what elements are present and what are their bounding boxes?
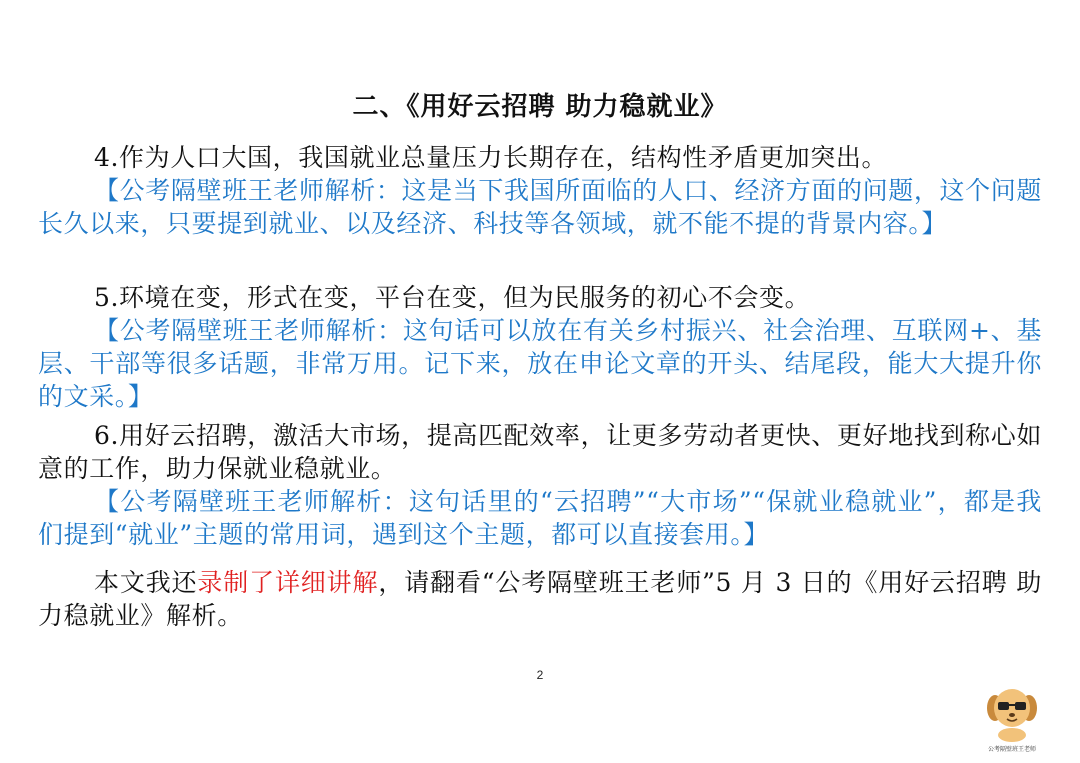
item-4 [38,141,1042,240]
cartoon-dog-with-glasses-icon [982,680,1042,742]
page-number: 2 [536,668,544,682]
closing-text [38,566,1042,632]
closing-paragraph [38,566,1042,632]
item-5-text: 5.环境在变，形式在变，平台在变，但为民服务的初心不会变。 [94,283,811,312]
item-6-note: 【公考隔壁班王老师解析：这句话里的“云招聘”“大市场”“保就业稳就业”，都是我们提到“就业”主题的常用词，遇到这个主题，都可以直接套用。】 [38,487,1042,549]
item-4-note: 【公考隔壁班王老师解析：这是当下我国所面临的人口、经济方面的问题，这个问题长久以来，只要提到就业、以及经济、科技等各领域，就不能不提的背景内容。】 [38,176,1042,238]
item-6-text: 6.用好云招聘，激活大市场，提高匹配效率，让更多劳动者更快、更好地找到称心如意的工作，助力保就业稳就业。 [38,421,1042,483]
closing-before: 本文我还 [94,568,198,597]
section-heading: 二、《用好云招聘 助力稳就业》 [352,92,728,122]
closing-highlight: 录制了详细讲解 [197,568,379,597]
closing-after: ，请翻看“公考隔壁班王老师”5 月 3 日的《用好云招聘 助力稳就业》解析。 [38,568,1042,630]
item-4-text: 4.作为人口大国，我国就业总量压力长期存在，结构性矛盾更加突出。 [94,143,888,172]
item-5 [38,281,1042,413]
item-5-note: 【公考隔壁班王老师解析：这句话可以放在有关乡村振兴、社会治理、互联网+、基层、干部等很多话题，非常万用。记下来，放在申论文章的开头、结尾段，能大大提升你的文采。】 [38,316,1042,411]
logo-caption: 公考隔壁班王老师 [987,746,1036,753]
item-6 [38,419,1042,551]
